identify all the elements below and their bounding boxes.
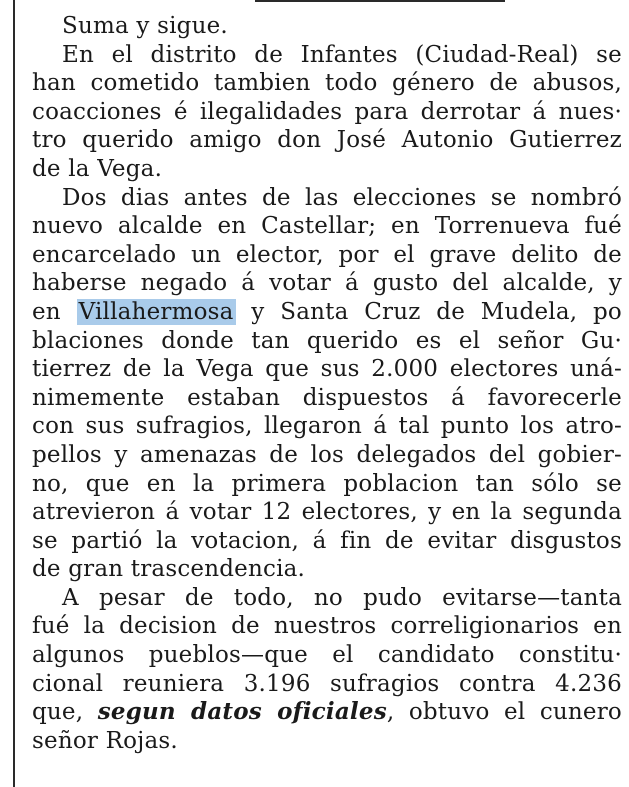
- text-line: se partió la votacion, á fin de evitar disgustos: [32, 527, 622, 554]
- article-text-column: [32, 12, 622, 755]
- text-line: no, que en la primera poblacion tan sólo se: [32, 470, 622, 497]
- text-line: pellos y amenazas de los delegados del gobier-: [32, 441, 622, 468]
- text-line: encarcelado un elector, por el grave delito de: [32, 241, 622, 268]
- text-line: señor Rojas.: [32, 727, 178, 754]
- text-line: atrevieron á votar 12 electores, y en la segunda: [32, 499, 622, 526]
- text-line: haberse negado á votar á gusto del alcalde, y: [32, 270, 622, 297]
- left-column-rule: [13, 0, 15, 787]
- text-line: coacciones é ilegalidades para derrotar á nues·: [32, 98, 622, 125]
- text-line: de gran trascendencia.: [32, 556, 306, 583]
- text-segment: en: [32, 298, 77, 325]
- text-line: Suma y sigue.: [62, 13, 228, 39]
- highlighted-word: Villahermosa: [78, 298, 234, 325]
- text-line: con sus sufragios, llegaron á tal punto los atro-: [32, 413, 622, 440]
- text-line: Dos dias antes de las elecciones se nombró: [62, 184, 622, 211]
- text-line: fué la decision de nuestros correligionarios en: [32, 613, 622, 640]
- text-line: [32, 298, 622, 327]
- text-line: tierrez de la Vega que sus 2.000 electores uná-: [32, 356, 622, 383]
- text-line: han cometido tambien todo género de abusos,: [32, 70, 622, 97]
- text-line: [32, 698, 622, 727]
- text-line: nimemente estaban dispuestos á favorecerle: [32, 384, 622, 411]
- text-line: algunos pueblos—que el candidato constitu·: [32, 642, 622, 669]
- text-line: nuevo alcalde en Castellar; en Torrenueva fué: [32, 213, 622, 240]
- text-line: de la Vega.: [32, 155, 163, 182]
- text-line: cional reuniera 3.196 sufragios contra 4.236: [32, 670, 622, 697]
- text-line: tro querido amigo don José Autonio Gutierrez: [32, 127, 622, 154]
- text-segment: y Santa Cruz de Mudela, po: [235, 298, 622, 325]
- text-segment: , obtuvo el cunero: [386, 699, 622, 726]
- text-segment: que,: [32, 699, 98, 726]
- text-line: blaciones donde tan querido es el señor Gu·: [32, 327, 622, 354]
- top-column-rule: [255, 0, 505, 2]
- text-line: En el distrito de Infantes (Ciudad-Real) se: [62, 41, 622, 68]
- text-line: A pesar de todo, no pudo evitarse—tanta: [62, 584, 622, 611]
- italic-phrase: segun datos oficiales: [97, 698, 387, 726]
